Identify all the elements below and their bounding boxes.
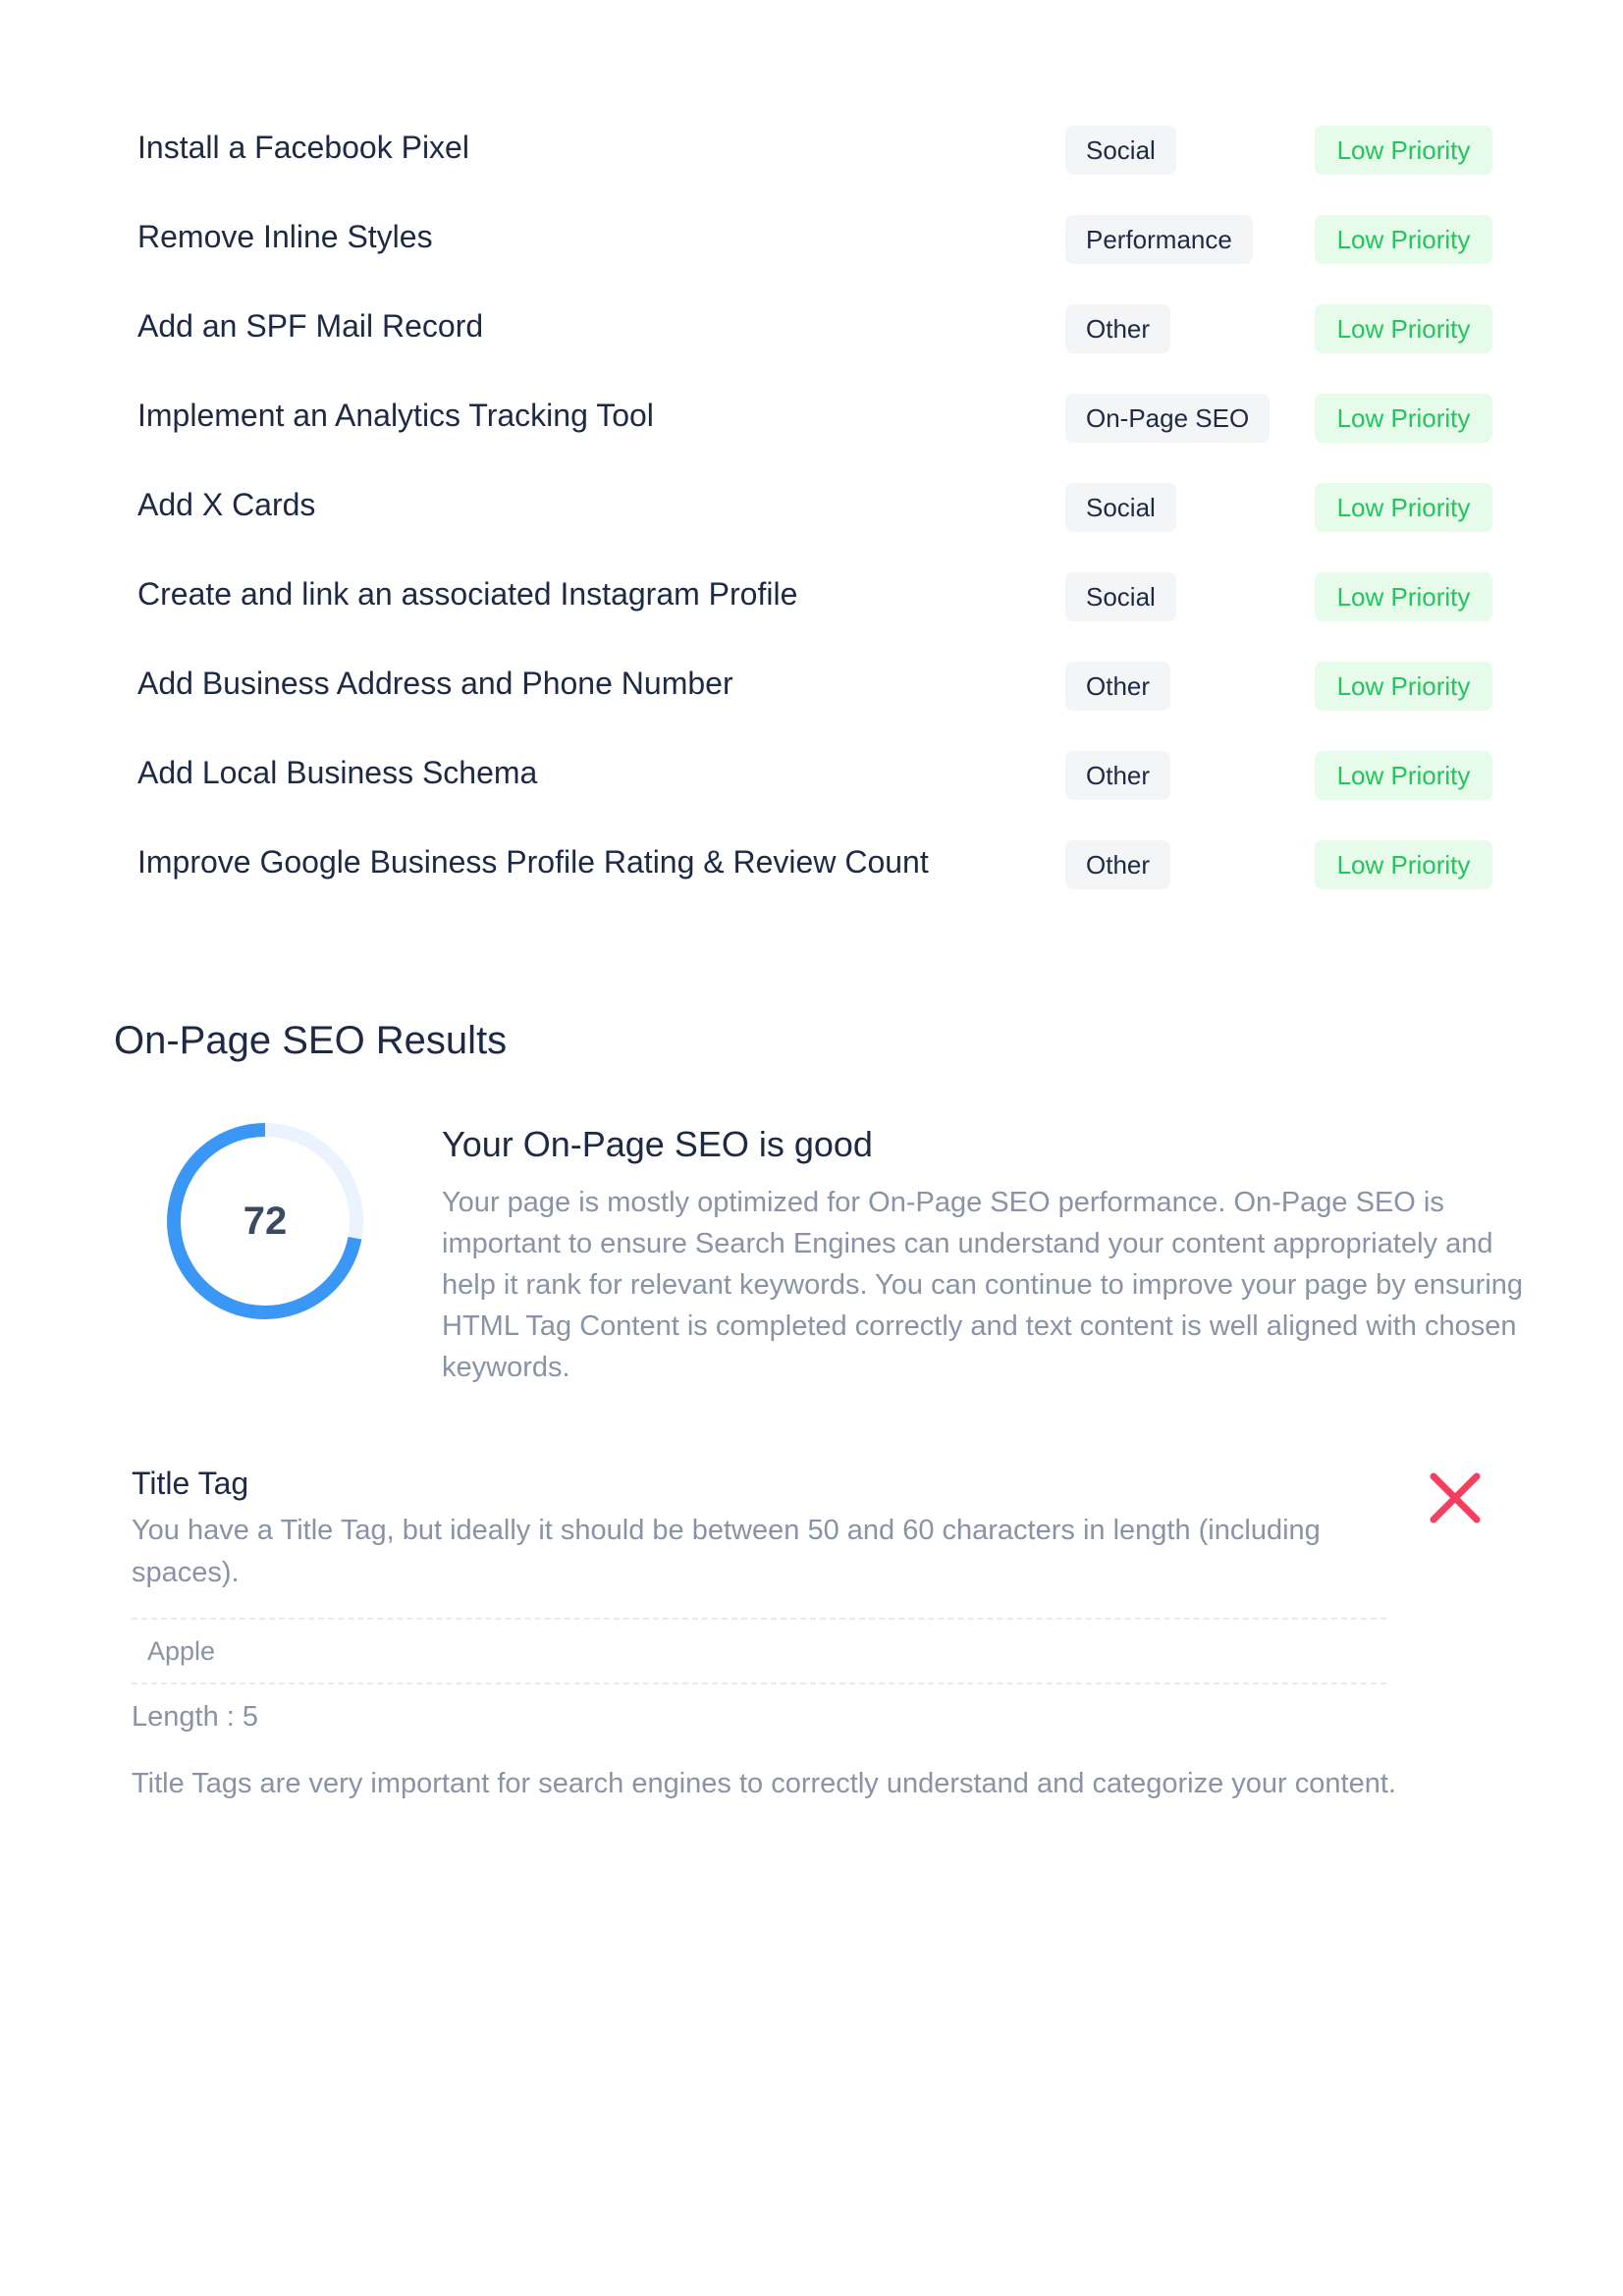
category-badge: Social (1065, 126, 1176, 175)
recommendation-title: Add an SPF Mail Record (137, 308, 484, 344)
category-badge: Other (1065, 840, 1170, 889)
category-badge: Other (1065, 662, 1170, 711)
priority-badge: Low Priority (1315, 751, 1492, 800)
recommendation-row (137, 652, 1492, 741)
priority-badge: Low Priority (1315, 304, 1492, 353)
score-gauge (165, 1121, 365, 1321)
recommendation-row (137, 741, 1492, 830)
priority-badge: Low Priority (1315, 662, 1492, 711)
score-value: 72 (243, 1200, 288, 1243)
category-badge: Other (1065, 751, 1170, 800)
recommendation-row (137, 830, 1492, 920)
recommendation-title: Add X Cards (137, 487, 316, 522)
title-tag-value: Apple (147, 1636, 216, 1666)
summary-description: Your page is mostly optimized for On-Page SEO performance. On-Page SEO is important to ensure Search Engines can understand your content appropriately and help it rank for relevant keywords. You can continue to improve your page by ensuring HTML Tag Content is completed correctly and text content is well aligned with chosen keywords. (442, 1187, 1524, 1383)
recommendation-row (137, 562, 1492, 652)
recommendation-row (137, 294, 1492, 384)
priority-badge: Low Priority (1315, 126, 1492, 175)
seo-summary (442, 1123, 1532, 1388)
recommendation-row (137, 205, 1492, 294)
title-tag-length: Length : 5 (132, 1701, 258, 1733)
check-title: Title Tag (132, 1466, 249, 1501)
category-badge: Social (1065, 572, 1176, 621)
priority-badge: Low Priority (1315, 394, 1492, 443)
priority-badge: Low Priority (1315, 840, 1492, 889)
recommendation-title: Remove Inline Styles (137, 219, 433, 254)
recommendation-title: Implement an Analytics Tracking Tool (137, 398, 654, 433)
category-badge: Other (1065, 304, 1170, 353)
recommendation-title: Install a Facebook Pixel (137, 130, 469, 165)
priority-badge: Low Priority (1315, 483, 1492, 532)
title-tag-check (132, 1463, 1396, 1805)
recommendation-title: Add Business Address and Phone Number (137, 666, 733, 701)
section-title: On-Page SEO Results (114, 1019, 508, 1062)
title-tag-value-box (132, 1618, 1386, 1684)
recommendation-row (137, 384, 1492, 473)
title-tag-note: Title Tags are very important for search engines to correctly understand and categorize your content. (132, 1768, 1396, 1799)
priority-badge: Low Priority (1315, 215, 1492, 264)
summary-heading: Your On-Page SEO is good (442, 1124, 873, 1164)
category-badge: Social (1065, 483, 1176, 532)
recommendation-row (137, 473, 1492, 562)
priority-badge: Low Priority (1315, 572, 1492, 621)
recommendation-row (137, 116, 1492, 205)
recommendation-title: Create and link an associated Instagram Profile (137, 576, 798, 612)
check-description: You have a Title Tag, but ideally it should be between 50 and 60 characters in length (including spaces). (132, 1515, 1321, 1588)
recommendation-title: Add Local Business Schema (137, 755, 538, 790)
category-badge: Performance (1065, 215, 1253, 264)
recommendation-title: Improve Google Business Profile Rating & Review Count (137, 844, 929, 880)
recommendations-list (137, 116, 1492, 920)
cross-icon (1428, 1470, 1483, 1525)
category-badge: On-Page SEO (1065, 394, 1270, 443)
